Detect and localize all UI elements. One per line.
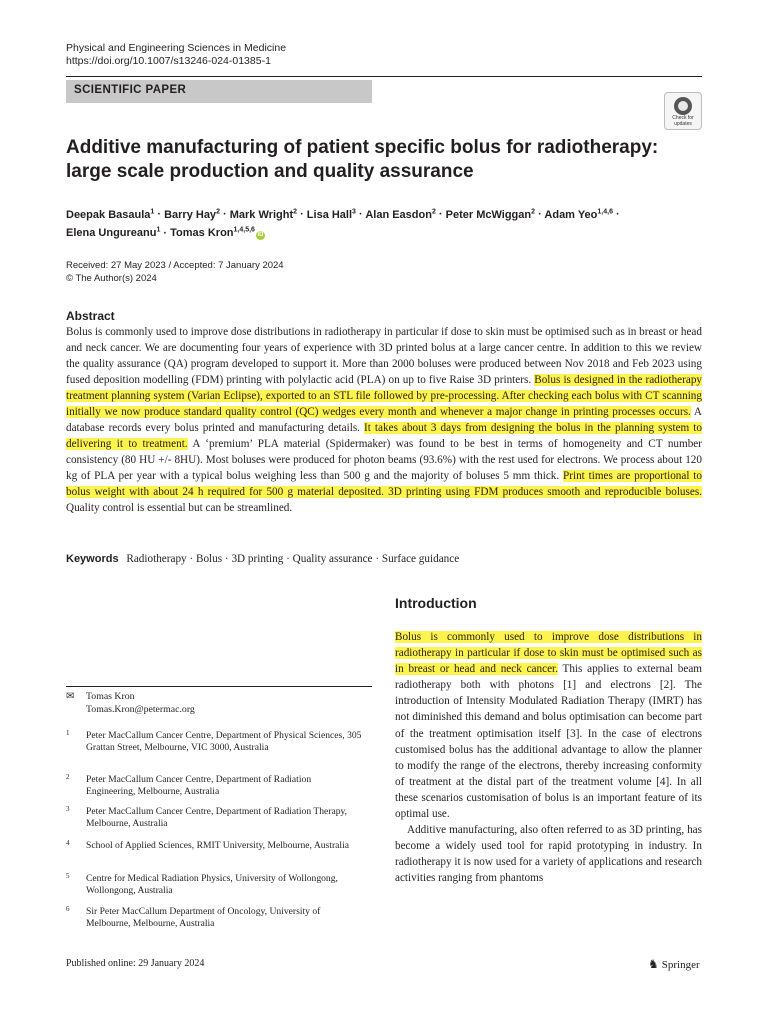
check-for-updates-badge[interactable]: [664, 92, 702, 130]
abstract-heading: Abstract: [66, 309, 115, 323]
publisher-logo: [648, 957, 700, 972]
keyword: 3D printing: [231, 553, 284, 565]
abstract-text: Quality control is essential but can be streamlined.: [66, 502, 293, 514]
author[interactable]: Peter McWiggan$^2$: [445, 208, 536, 221]
paper-title: [66, 136, 686, 184]
author[interactable]: Deepak Basaula$^1$: [66, 208, 155, 221]
abstract-body: [66, 324, 702, 516]
check-for-updates-icon: [674, 97, 692, 115]
author[interactable]: Elena Ungureanu$^1$: [66, 226, 161, 240]
published-online: Published online: 29 January 2024: [66, 958, 205, 969]
intro-paragraph: Additive manufacturing, also often referred to as 3D printing, has become a widely used tool for rapid prototyping in industry. In radiotherapy it is now used for a variety of applications and research activities ranging from phantoms: [395, 824, 702, 885]
abstract-text: A database records every bolus printed and manufacturing details.: [66, 406, 702, 434]
section-bar: [66, 80, 372, 103]
section-label: SCIENTIFIC PAPER: [74, 84, 187, 96]
author[interactable]: Alan Easdon$^2$: [365, 208, 436, 221]
abstract-highlight: Print times are proportional to bolus weight with about 24 h required for 500 g material deposited. 3D printing using FDM produces smooth and reproducible boluses.: [66, 470, 702, 498]
author[interactable]: Lisa Hall$^3$: [306, 208, 356, 221]
envelope-icon: ✉: [66, 691, 75, 702]
check-for-updates-label-2: updates: [674, 120, 692, 127]
top-rule: [66, 76, 702, 77]
received-accepted: Received: 27 May 2023 / Accepted: 7 January 2024: [66, 260, 284, 271]
abstract-highlight: Bolus is designed in the radiotherapy treatment planning system (Varian Eclipse), exported to an STL file followed by pre-processing. After checking each bolus with CT scanning initially we now produce standard quality control (QC) wedges every month and whenever a major change in printing processes occurs.: [66, 374, 703, 418]
keywords: Keywords Radiotherapy · Bolus · 3D printing · Quality assurance · Surface guidance: [66, 553, 460, 565]
title-line-1: Additive manufacturing of patient specific bolus for radiotherapy:: [66, 137, 659, 158]
copyright: © The Author(s) 2024: [66, 273, 157, 284]
title-line-2: large scale production and quality assurance: [66, 161, 474, 182]
doi-link[interactable]: https://doi.org/10.1007/s13246-024-01385-1: [66, 55, 271, 67]
check-for-updates-label-1: Check for: [672, 115, 694, 121]
article-dates: [66, 259, 284, 285]
keyword: Radiotherapy: [126, 553, 187, 565]
keyword: Surface guidance: [381, 553, 460, 565]
introduction-heading: Introduction: [395, 595, 477, 611]
publisher-name: Springer: [661, 959, 700, 971]
corresponding-email[interactable]: Tomas.Kron@petermac.org: [86, 703, 195, 715]
intro-highlight: Bolus is commonly used to improve dose distributions in radiotherapy in particular if dose to skin must be optimised such as in breast or head and neck cancer.: [395, 631, 702, 676]
introduction-body: [395, 629, 702, 887]
author[interactable]: Adam Yeo$^{1,4,6}$: [544, 208, 613, 221]
journal-name: Physical and Engineering Sciences in Medicine: [66, 42, 287, 54]
footnote-rule: [66, 686, 372, 687]
abstract-text: Bolus is commonly used to improve dose distributions in radiotherapy in particular if dose to skin must be optimised such as in breast or head and neck cancer. We are documenting four years of experience with 3D printed bolus at a large cancer centre. In addition to this we review the quality assurance (QA) program developed to support it. More than 2000 boluses were produced between Nov 2018 and Feb 2023 using fused deposition modelling (FDM) printing with polylactic acid (PLA) on up to five Raise 3D printers.: [66, 326, 702, 386]
journal-header: [66, 42, 286, 68]
keywords-label: Keywords: [66, 553, 119, 565]
author[interactable]: Barry Hay$^2$: [164, 208, 220, 221]
author[interactable]: Tomas Kron$^{1,4,5,6}$: [170, 226, 255, 240]
springer-horse-icon: ♞: [648, 957, 659, 971]
author-list: Deepak Basaula$^1$ · Barry Hay$^2$ · Mark Wright$^2$ · Lisa Hall$^3$ · Alan Easdon$^2$ · Peter McWiggan$^2$ · Adam Yeo$^{1,4,6}$ · Elena Ungureanu$^1$ · Tomas Kron$^{1,4,5,6}$iD: [66, 208, 620, 240]
author[interactable]: Mark Wright$^2$: [229, 208, 298, 221]
orcid-icon[interactable]: iD: [257, 232, 264, 239]
keyword: Bolus: [195, 553, 223, 565]
keyword: Quality assurance: [292, 553, 373, 565]
abstract-highlight: It takes about 3 days from designing the bolus in the planning system to delivering it to treatment.: [66, 422, 702, 450]
abstract-text: A ‘premium’ PLA material (Spidermaker) was found to be best in terms of homogeneity and CT number consistency (80 HU +/- 8HU). Most boluses were produced for photon beams (93.6%) with the rest used for electrons. We process about 120 kg of PLA per year with a typical bolus weighing less than 500 g and the majority of boluses 5 mm thick.: [66, 438, 702, 482]
corresponding-author: Tomas Kron: [86, 691, 135, 702]
intro-paragraph: Bolus is commonly used to improve dose distributions in radiotherapy in particular if dose to skin must be optimised such as in breast or head and neck cancer. This applies to external beam radiotherapy both with photons [1] and electrons [2]. The introduction of Intensity Modulated Radiation Therapy (IMRT) has not diminished this demand and bolus optimisation can become part of the treatment optimisation itself [3]. In the case of electrons customised bolus has the additional advantage to allow the planner to modify the range of the electrons, thereby increasing conformity of treatment at the distal part of the treatment volume [4]. In all these scenarios customisation of bolus is an important feature of its optimal use.: [395, 631, 702, 821]
